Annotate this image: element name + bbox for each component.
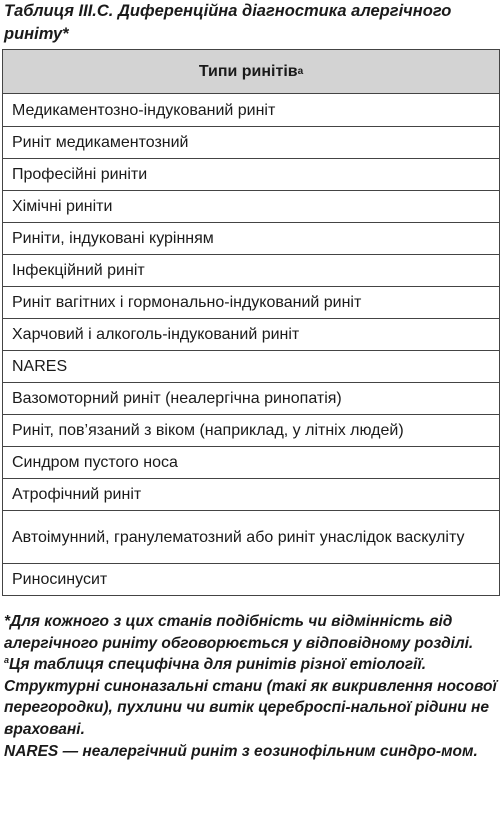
table-row: Риніти, індуковані курінням — [3, 222, 499, 254]
table-row: Інфекційний риніт — [3, 254, 499, 286]
footnotes — [4, 611, 500, 762]
table-row: Автоімунний, гранулематозний або риніт унаслідок васкуліту — [3, 510, 499, 563]
footnote-nares: NARES — неалергічний риніт з еозинофільним синдро-мом. — [4, 742, 478, 760]
table-row: Риніт медикаментозний — [3, 126, 499, 158]
table-row: Харчовий і алкоголь-індукований риніт — [3, 318, 499, 350]
footnote-a-text: Ця таблиця специфічна для ринітів різної етіології. Структурні синоназальні стани (такі як викривлення носової перегородки), пухлини чи витік цереброспі-нальної рідини не враховані. — [4, 656, 497, 738]
table-row: Атрофічний риніт — [3, 478, 499, 510]
table-row: NARES — [3, 350, 499, 382]
table-title: Таблиця III.C. Диференційна діагностика алергічного риніту* — [4, 2, 452, 43]
table-header: Типи ринітів a — [3, 50, 499, 94]
table-row: Синдром пустого носа — [3, 446, 499, 478]
table-row: Риніт вагітних і гормонально-індукований риніт — [3, 286, 499, 318]
table-row: Риніт, пов’язаний з віком (наприклад, у літніх людей) — [3, 414, 499, 446]
footnote-a-mark: a — [4, 655, 10, 666]
footnote-star: *Для кожного з цих станів подібність чи відмінність від алергічного риніту обговорюється у відповідному розділі. — [4, 613, 474, 652]
footnote-a — [4, 654, 500, 740]
table-row: Вазомоторний риніт (неалергічна ринопатія) — [3, 382, 499, 414]
table-row: Хімічні риніти — [3, 190, 499, 222]
table-row: Професійні риніти — [3, 158, 499, 190]
table-row: Риносинусит — [3, 563, 499, 595]
table-body — [3, 94, 499, 595]
diagnosis-table — [2, 49, 500, 596]
table-row: Медикаментозно-індукований риніт — [12, 101, 276, 119]
table-header-label: Типи ринітів — [198, 62, 298, 80]
